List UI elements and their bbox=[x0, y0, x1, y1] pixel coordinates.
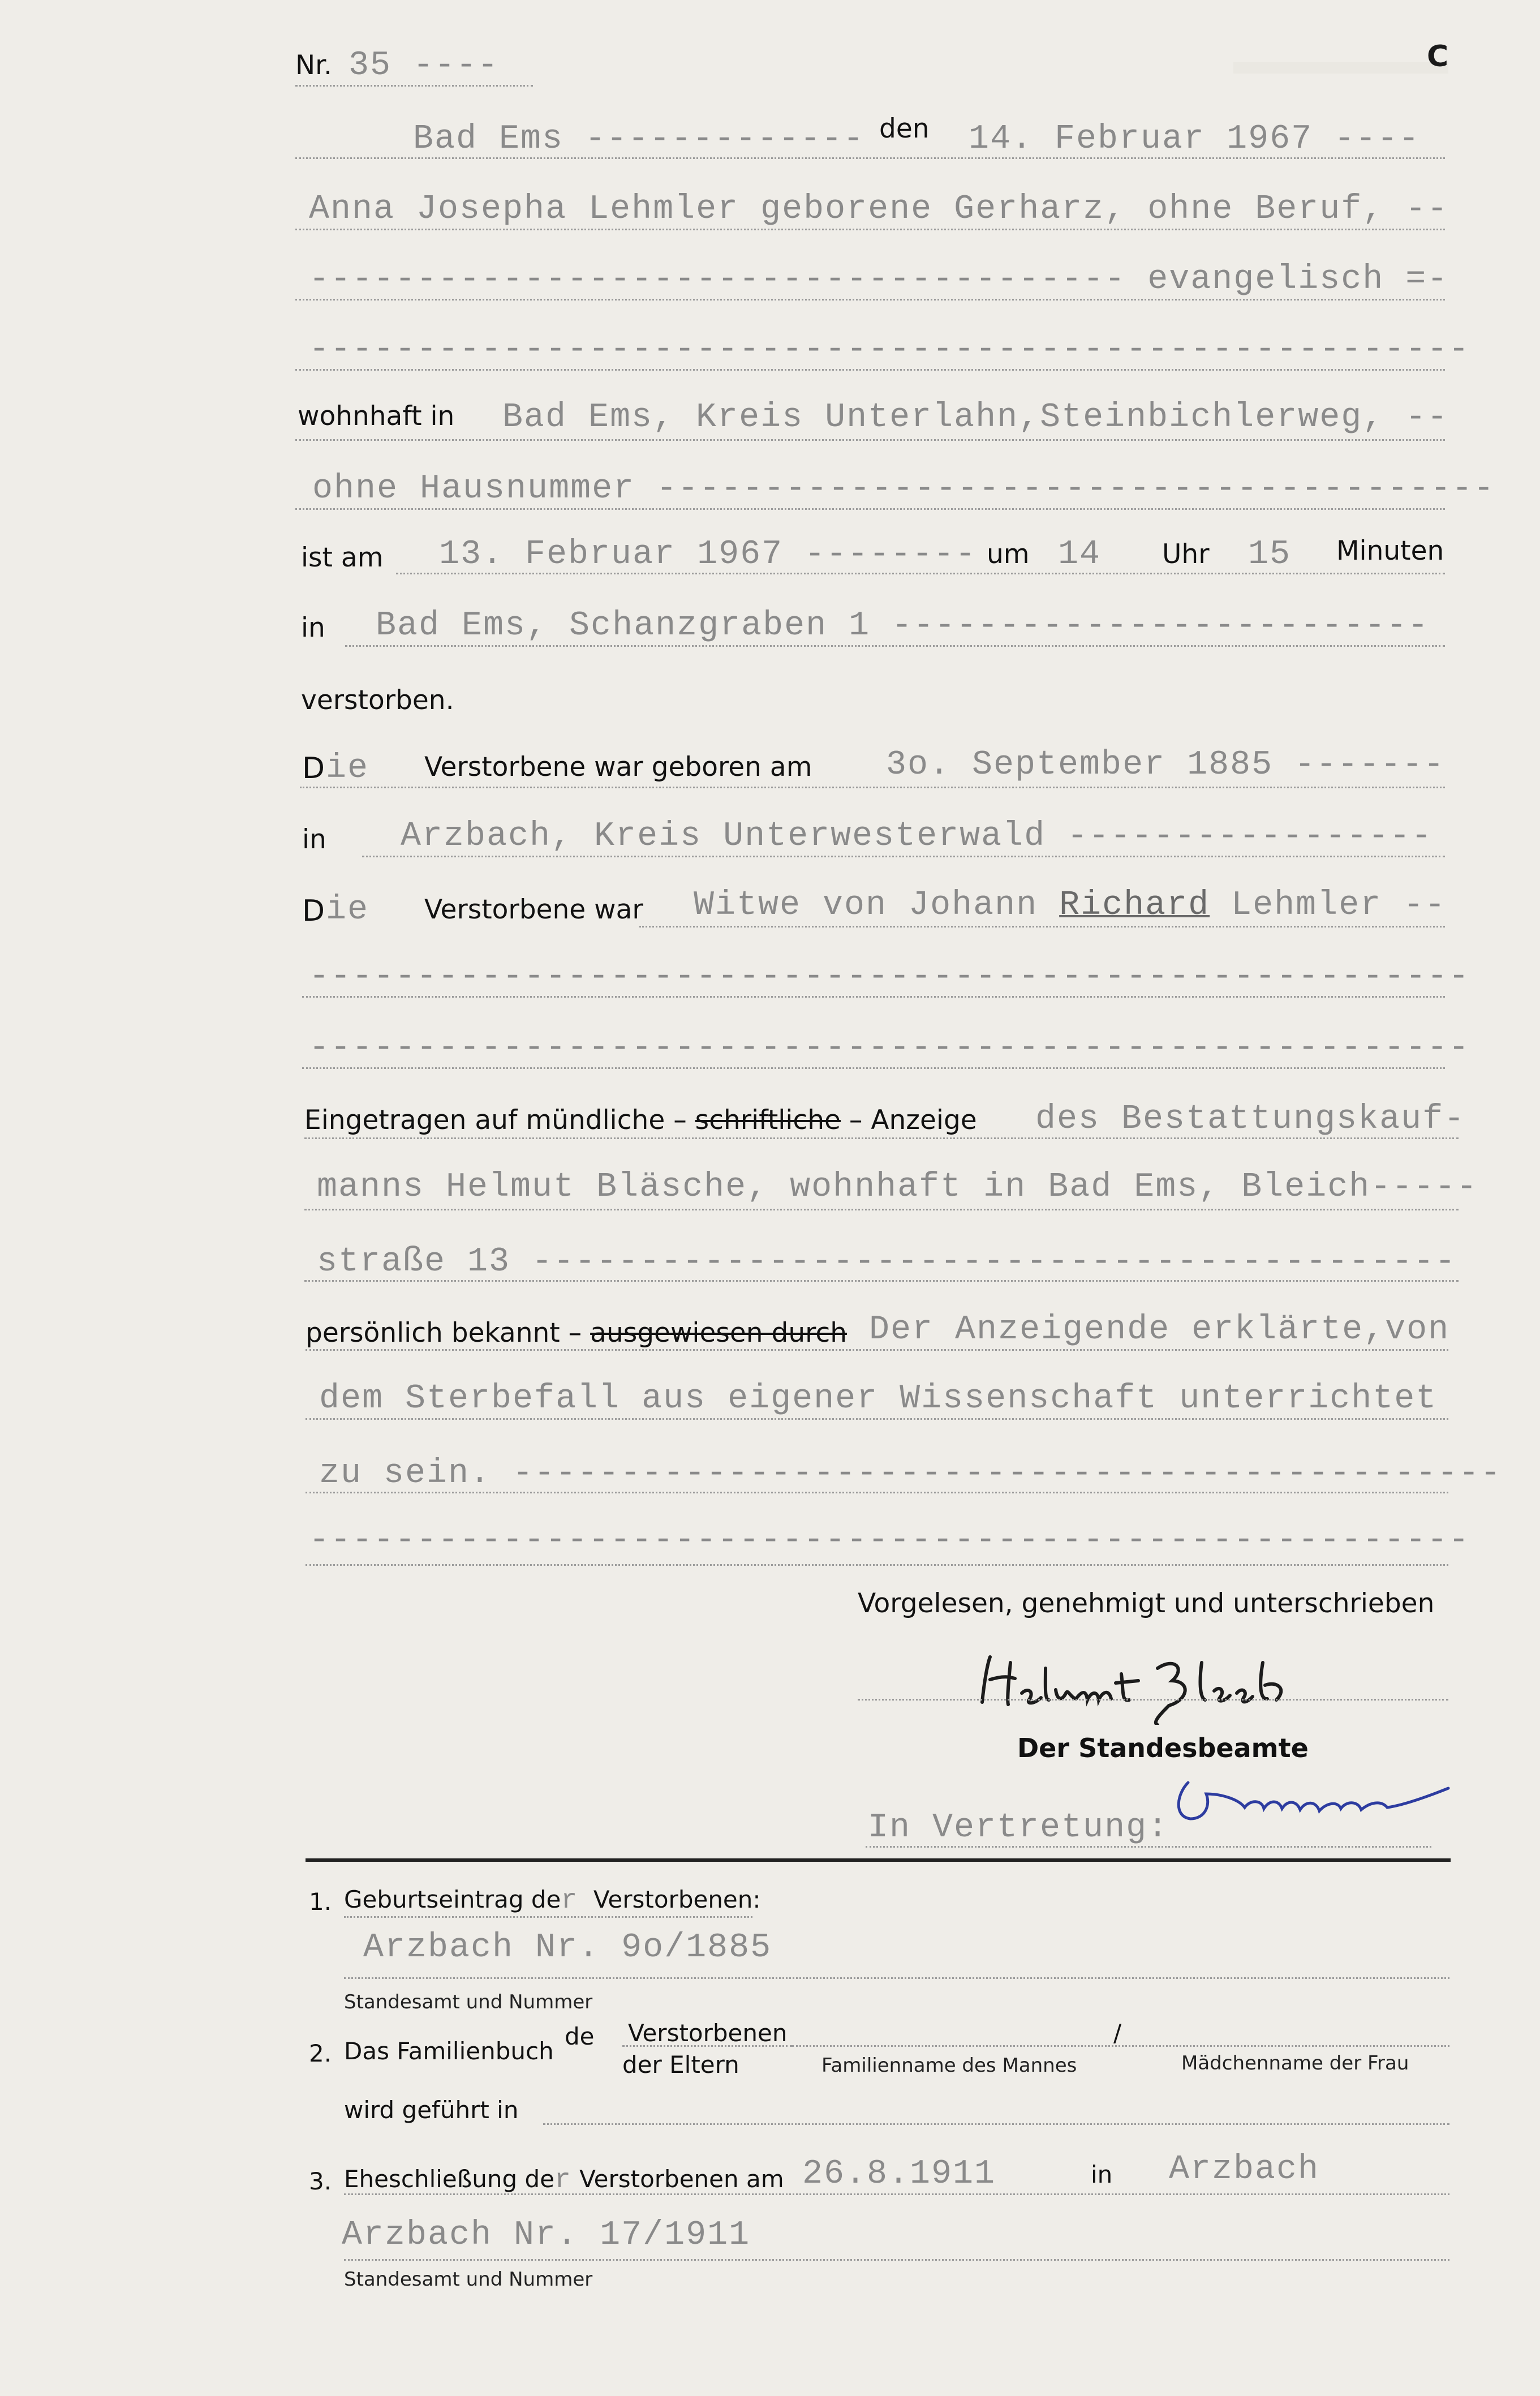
rule-16 bbox=[306, 1349, 1448, 1351]
rule-15 bbox=[304, 1280, 1459, 1282]
footer-item-2-de: de bbox=[565, 2023, 595, 2050]
registration-line-2: manns Helmut Bläsche, wohnhaft in Bad Ems, Bleich----- bbox=[317, 1168, 1478, 1206]
status-line-2: ------------------------------------------------------ bbox=[309, 957, 1470, 996]
identification-line-2: dem Sterbefall aus eigener Wissenschaft unterrichtet bbox=[319, 1380, 1438, 1418]
identification-line-4: ------------------------------------------------------ bbox=[309, 1521, 1470, 1560]
registration-struck: schriftliche bbox=[695, 1105, 841, 1136]
death-place: Bad Ems, Schanzgraben 1 ------------------------- bbox=[376, 607, 1430, 645]
deceased-name-line-3: ------------------------------------------------------ bbox=[309, 330, 1470, 369]
rule-14 bbox=[304, 1209, 1459, 1210]
identification-line-3: zu sein. ---------------------------------------------- bbox=[319, 1454, 1502, 1493]
footer-item-3-label-b: Verstorbenen am bbox=[579, 2165, 784, 2193]
footer-item-1-label-a: Geburtseintrag de bbox=[344, 1886, 561, 1913]
status-line-3: ------------------------------------------------------ bbox=[309, 1029, 1470, 1067]
death-date-label: ist am bbox=[301, 542, 384, 573]
registrar-label: Der Standesbeamte bbox=[1017, 1733, 1309, 1763]
status-d-label: D bbox=[302, 894, 325, 928]
birth-label: Verstorbene war geboren am bbox=[424, 752, 812, 783]
rule-17 bbox=[306, 1418, 1448, 1420]
marital-status-post: Lehmler -- bbox=[1210, 886, 1447, 925]
death-place-label: in bbox=[301, 612, 325, 643]
footer-item-2-wird-rule bbox=[543, 2123, 1449, 2125]
rule-3 bbox=[295, 369, 1445, 371]
birth-date: 3o. September 1885 ------- bbox=[886, 746, 1446, 784]
footer-item-2-label: Das Familienbuch bbox=[344, 2037, 554, 2065]
footer-item-3-caption: Standesamt und Nummer bbox=[344, 2268, 593, 2291]
footer-item-2-slash: / bbox=[1113, 2019, 1122, 2047]
footer-item-1-label bbox=[344, 1886, 761, 1916]
um-label: um bbox=[987, 539, 1030, 570]
footer-item-1-number: 1. bbox=[309, 1888, 332, 1916]
rule-8 bbox=[300, 787, 1445, 788]
read-approved-label: Vorgelesen, genehmigt und unterschrieben bbox=[858, 1588, 1435, 1619]
footer-item-2-option-deceased: Verstorbenen bbox=[628, 2019, 788, 2047]
identification-prefix: persönlich bekannt – bbox=[306, 1317, 582, 1349]
birth-d-label: D bbox=[302, 752, 325, 785]
footer-item-2-rule bbox=[792, 2045, 1449, 2047]
rule-2 bbox=[295, 299, 1445, 300]
verstorben-label: verstorben. bbox=[301, 685, 454, 716]
footer-item-3-label-typed: r bbox=[554, 2165, 572, 2196]
rule-9 bbox=[362, 856, 1445, 857]
footer-item-3-in-label: in bbox=[1091, 2161, 1113, 2188]
rule-1 bbox=[295, 229, 1445, 230]
identification-label bbox=[306, 1317, 847, 1349]
footer-item-3-date: 26.8.1911 bbox=[802, 2155, 996, 2193]
rule-4 bbox=[295, 439, 1445, 441]
rule-13 bbox=[304, 1137, 1459, 1139]
registration-label bbox=[304, 1105, 977, 1136]
bleed-through-shadow bbox=[1233, 62, 1448, 74]
footer-item-3-label-rule bbox=[344, 2193, 1449, 2195]
death-hour: 14 bbox=[1058, 535, 1102, 574]
status-d-typed: ie bbox=[326, 891, 369, 929]
rule-7 bbox=[345, 645, 1445, 647]
footer-item-2-option-parents: der Eltern bbox=[622, 2051, 739, 2079]
rule-6 bbox=[396, 573, 1445, 574]
nr-value: 35 ---- bbox=[349, 46, 500, 85]
footer-item-3-value: Arzbach Nr. 17/1911 bbox=[342, 2216, 751, 2255]
registration-prefix: Eingetragen auf mündliche – bbox=[304, 1105, 687, 1136]
rule-18 bbox=[306, 1492, 1448, 1493]
deceased-name-line-2: -------------------------------------- evangelisch =- bbox=[309, 260, 1449, 299]
registrar-signature bbox=[1165, 1760, 1471, 1834]
residence-line-2: ohne Hausnummer --------------------------------------- bbox=[312, 470, 1495, 508]
marital-status-underlined: Richard bbox=[1059, 886, 1210, 925]
footer-item-1-label-typed: r bbox=[561, 1886, 579, 1916]
footer-item-2-caption-man: Familienname des Mannes bbox=[821, 2054, 1077, 2077]
footer-item-3-rule bbox=[344, 2259, 1449, 2261]
rule-12 bbox=[302, 1067, 1445, 1069]
residence-label: wohnhaft in bbox=[298, 401, 455, 432]
footer-item-3-place: Arzbach bbox=[1169, 2150, 1320, 2189]
uhr-label: Uhr bbox=[1162, 539, 1210, 570]
marital-status-pre: Witwe von Johann bbox=[694, 886, 1060, 925]
minuten-label: Minuten bbox=[1336, 535, 1444, 566]
footer-item-3-number: 3. bbox=[309, 2167, 332, 2195]
declarant-signature bbox=[971, 1646, 1367, 1725]
footer-separator bbox=[306, 1858, 1451, 1862]
deputy-label: In Vertretung: bbox=[868, 1809, 1169, 1847]
rule-11 bbox=[302, 996, 1445, 998]
registration-line-3: straße 13 ------------------------------------------- bbox=[317, 1243, 1457, 1281]
footer-item-1-rule bbox=[344, 1977, 1449, 1979]
deputy-rule bbox=[866, 1846, 1431, 1848]
register-place: Bad Ems ------------- bbox=[413, 120, 865, 158]
place-date-rule bbox=[295, 157, 1445, 159]
birth-place-label: in bbox=[302, 824, 326, 855]
footer-item-2-number: 2. bbox=[309, 2039, 332, 2067]
birth-d-typed: ie bbox=[326, 749, 369, 788]
footer-item-1-caption: Standesamt und Nummer bbox=[344, 1991, 593, 2013]
identification-line-1: Der Anzeigende erklärte,von bbox=[869, 1311, 1450, 1349]
corner-mark: C bbox=[1427, 40, 1449, 74]
signature-rule bbox=[858, 1699, 1448, 1701]
rule-5 bbox=[295, 508, 1445, 510]
footer-item-1-label-b: Verstorbenen: bbox=[593, 1886, 761, 1913]
footer-item-1-value: Arzbach Nr. 9o/1885 bbox=[363, 1929, 772, 1967]
footer-item-2-wird-label: wird geführt in bbox=[344, 2096, 519, 2124]
identification-struck: ausgewiesen durch bbox=[590, 1317, 848, 1349]
footer-item-3-label-a: Eheschließung de bbox=[344, 2165, 554, 2193]
footer-item-1-label-rule bbox=[344, 1916, 752, 1918]
rule-19 bbox=[306, 1564, 1448, 1566]
death-date: 13. Februar 1967 -------- bbox=[439, 535, 977, 574]
nr-rule bbox=[295, 85, 533, 87]
den-label: den bbox=[879, 113, 930, 144]
registration-suffix: – Anzeige bbox=[849, 1105, 977, 1136]
death-minutes: 15 bbox=[1248, 535, 1292, 574]
footer-item-2-option-rule bbox=[622, 2045, 792, 2047]
registration-line-1: des Bestattungskauf- bbox=[1035, 1100, 1466, 1139]
footer-item-2-caption-woman: Mädchenname der Frau bbox=[1181, 2052, 1409, 2075]
deceased-name-line-1: Anna Josepha Lehmler geborene Gerharz, ohne Beruf, -- bbox=[309, 190, 1449, 229]
footer-item-3-label bbox=[344, 2165, 784, 2196]
status-label: Verstorbene war bbox=[424, 894, 643, 925]
residence-line-1: Bad Ems, Kreis Unterlahn,Steinbichlerweg, -- bbox=[502, 398, 1449, 437]
register-date: 14. Februar 1967 ---- bbox=[969, 120, 1421, 158]
marital-status bbox=[694, 886, 1446, 925]
nr-label: Nr. bbox=[295, 50, 333, 81]
rule-10 bbox=[639, 926, 1445, 928]
birth-place: Arzbach, Kreis Unterwesterwald ----------------- bbox=[401, 817, 1433, 856]
